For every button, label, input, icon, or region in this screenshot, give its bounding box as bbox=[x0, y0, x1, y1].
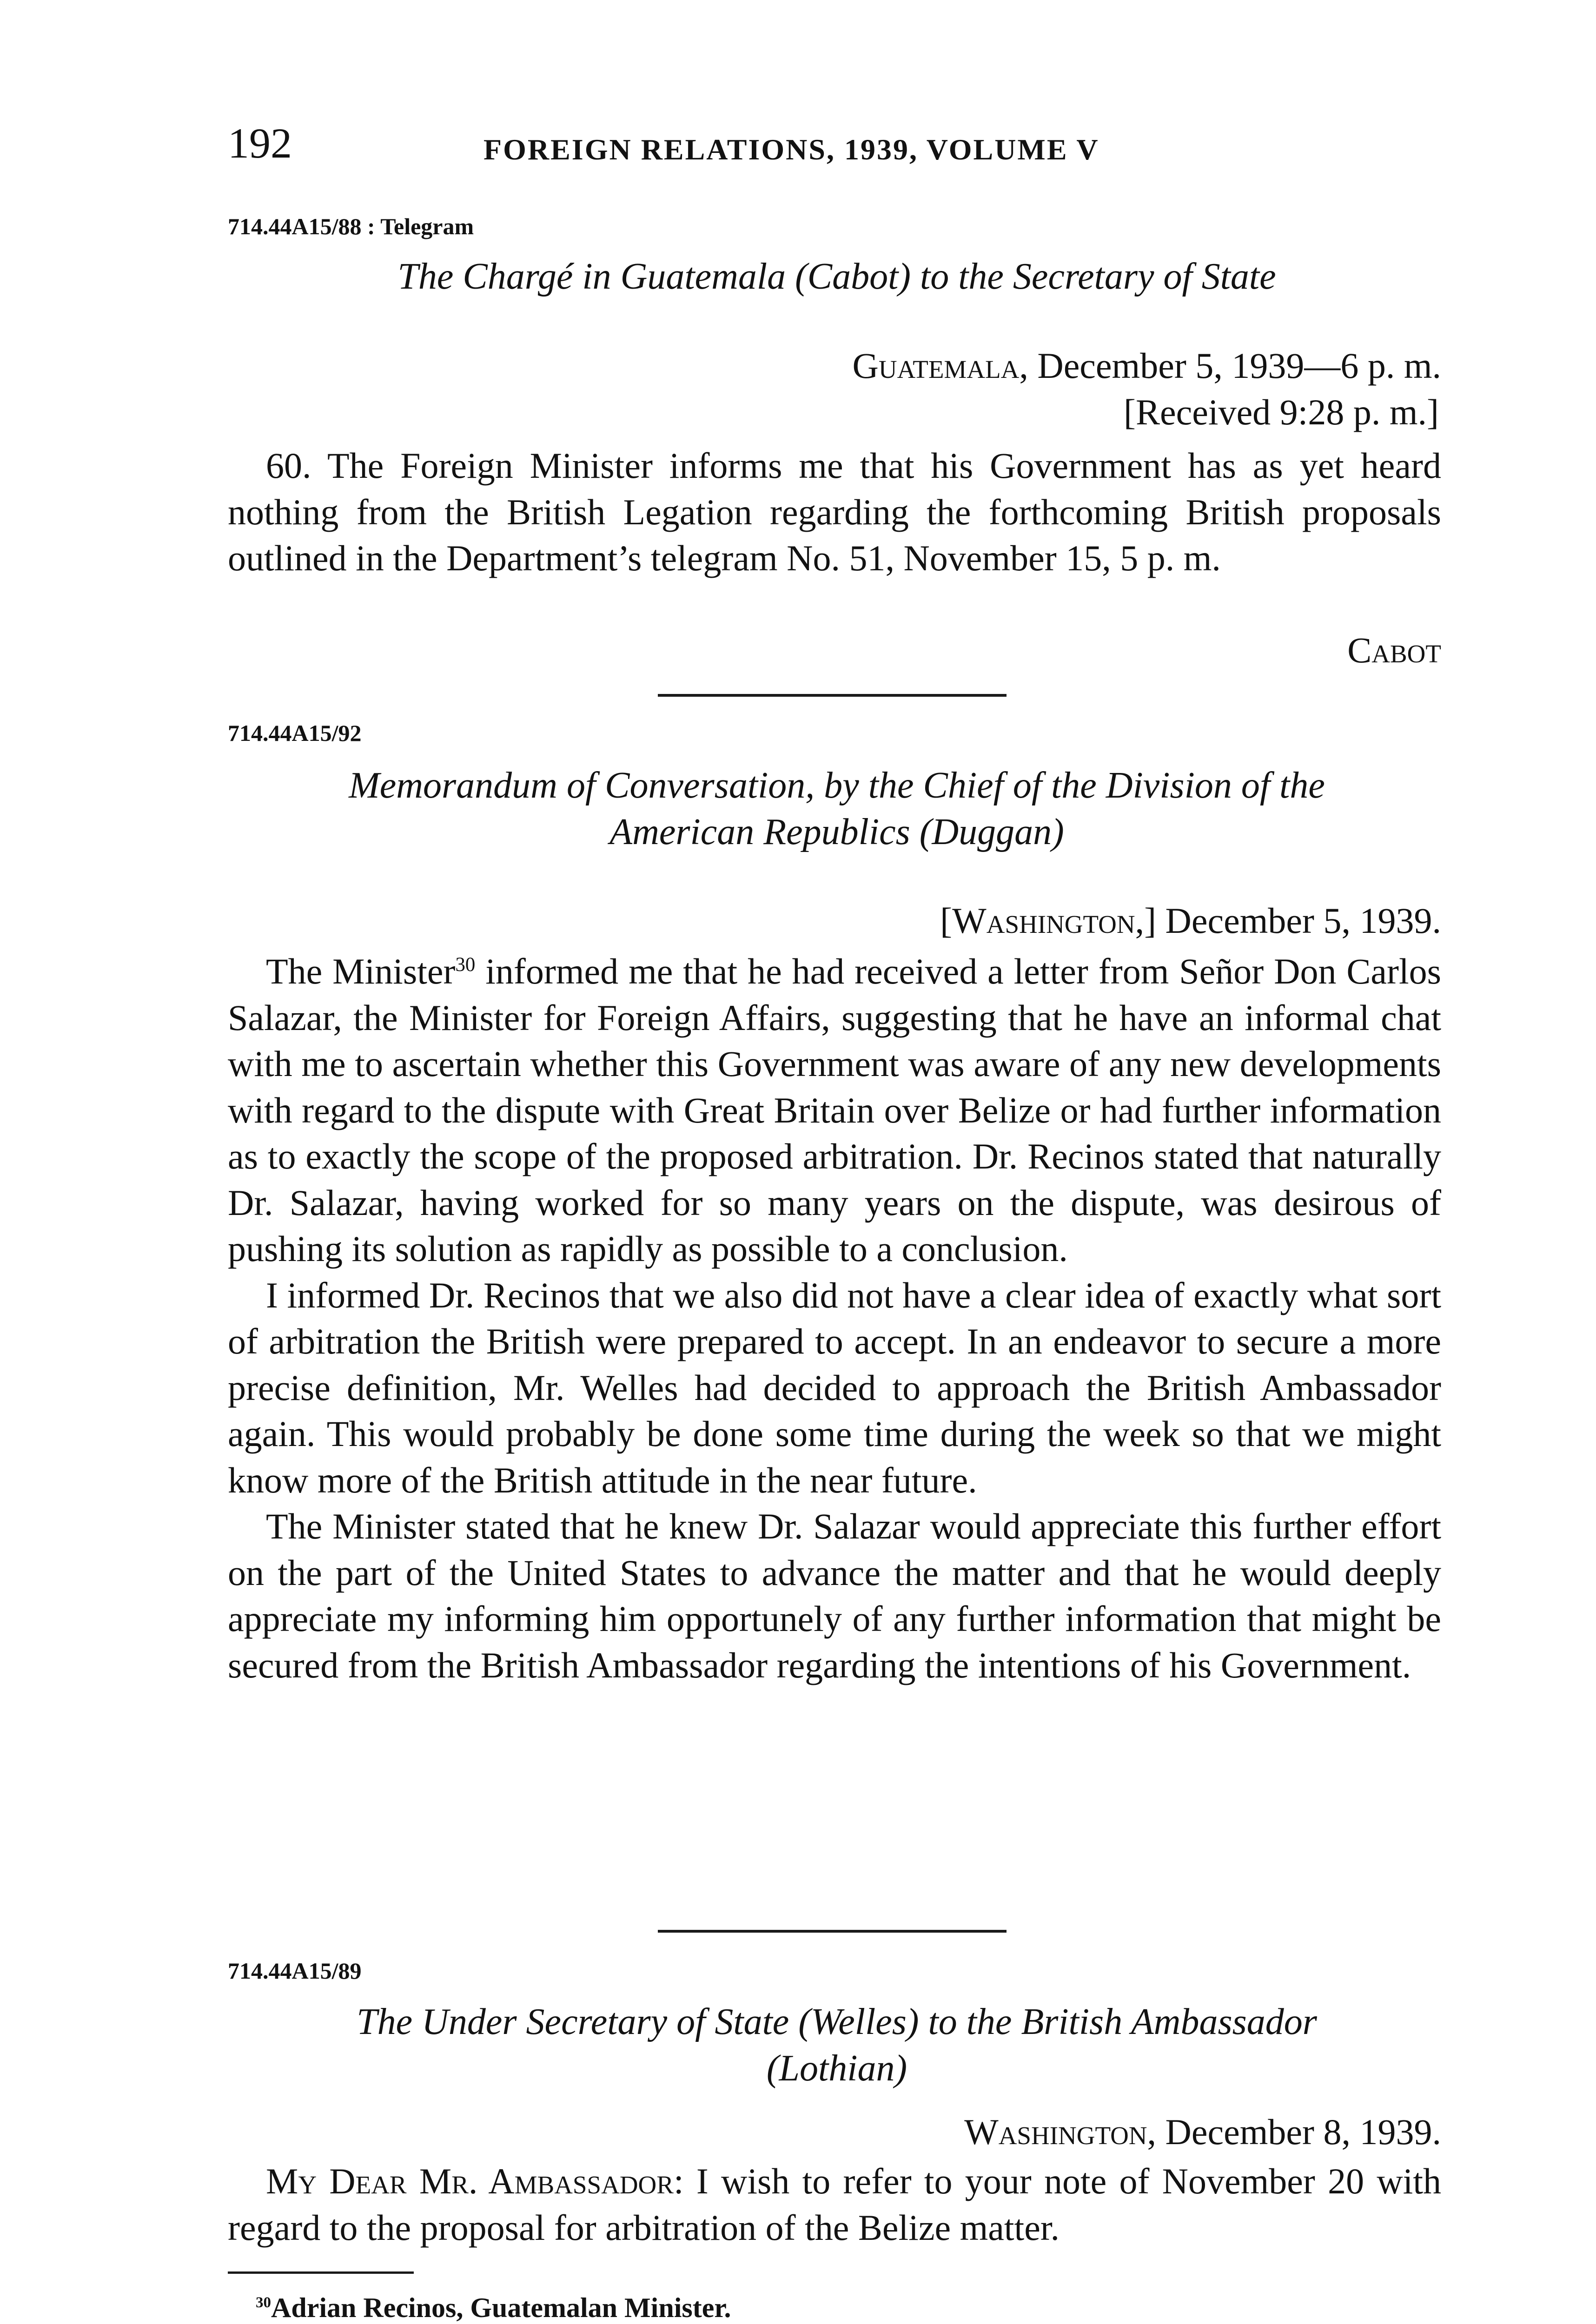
doc1-heading: The Chargé in Guatemala (Cabot) to the Secretary of State bbox=[397, 256, 1276, 297]
doc2-paragraph-3: The Minister stated that he knew Dr. Salazar would appreciate this further effort on the part of the United States to advance the matter and that he would deeply appreciate my informing him opportunely of any further information that might be secured from the British Ambassador regarding the intentions of his Government. bbox=[228, 1506, 1441, 1685]
footnote-text: Adrian Recinos, Guatemalan Minister. bbox=[271, 2292, 731, 2323]
doc2-file-reference: 714.44A15/92 bbox=[228, 720, 362, 746]
doc2-dateline-bracket: [ bbox=[940, 900, 953, 941]
doc1-dateline bbox=[558, 345, 1441, 386]
footnote-reference: 30 bbox=[455, 954, 476, 976]
doc2-dateline-date: ,] December 5, 1939. bbox=[1135, 900, 1441, 941]
doc1-file-reference: 714.44A15/88 : Telegram bbox=[228, 213, 474, 239]
doc3-dateline-date: , December 8, 1939. bbox=[1147, 2112, 1441, 2152]
running-title: FOREIGN RELATIONS, 1939, VOLUME V bbox=[483, 133, 1099, 166]
doc3-paragraph bbox=[228, 2158, 1441, 2251]
footnote-divider bbox=[228, 2271, 414, 2274]
section-divider bbox=[658, 1930, 1007, 1933]
doc2-paragraph-2: I informed Dr. Recinos that we also did not have a clear idea of exactly what sort of arbitration the British were prepared to accept. In an endeavor to secure a more precise definition, Mr. Welles had decided to approach the British Ambassador again. This would probably be done some time during the week so that we might know more of the British attitude in the near future. bbox=[228, 1274, 1441, 1500]
doc1-dateline-place: Guatemala bbox=[852, 345, 1020, 386]
doc1-signature: Cabot bbox=[1347, 630, 1441, 670]
doc2-heading bbox=[228, 762, 1446, 855]
doc1-received: [Received 9:28 p. m.] bbox=[1124, 392, 1439, 432]
doc2-paragraph-1-rest: informed me that he had received a letter from Señor Don Carlos Salazar, the Minister for Foreign Affairs, suggesting that he have an informal chat with me to ascertain whether this Government was aware of any new developments with regard to the dispute with Great Britain over Belize or had further information as to exactly the scope of the proposed arbitration. Dr. Recinos stated that naturally Dr. Salazar, having worked for so many years on the dispute, was desirous of pushing its solution as rapidly as possible to a conclusion. bbox=[228, 951, 1441, 1269]
doc1-body-text: 60. The Foreign Minister informs me that his Government has as yet heard nothing from the British Legation regarding the forthcoming British proposals outlined in the Department’s telegram No. 51, November 15, 5 p. m. bbox=[228, 445, 1441, 578]
doc3-body-text: : I wish to refer to your note of November 20 with regard to the proposal for arbitration of the Belize matter. bbox=[228, 2161, 1441, 2248]
doc3-file-reference: 714.44A15/89 bbox=[228, 1958, 362, 1984]
doc2-heading-line2: American Republics (Duggan) bbox=[609, 812, 1064, 852]
doc3-dateline-place: Washington bbox=[964, 2112, 1147, 2152]
doc3-salutation: My Dear Mr. Ambassador bbox=[266, 2161, 674, 2201]
doc1-body bbox=[228, 442, 1441, 581]
doc1-dateline-date: , December 5, 1939—6 p. m. bbox=[1019, 345, 1441, 386]
doc2-dateline bbox=[558, 900, 1441, 941]
doc2-heading-line1: Memorandum of Conversation, by the Chief of the Division of the bbox=[349, 765, 1325, 806]
page-number: 192 bbox=[228, 119, 292, 167]
footnote-mark: 30 bbox=[256, 2294, 271, 2311]
section-divider bbox=[658, 694, 1007, 697]
doc2-dateline-place: Washington bbox=[952, 900, 1135, 941]
doc3-dateline bbox=[558, 2114, 1441, 2150]
doc3-heading bbox=[228, 1999, 1446, 2092]
doc2-paragraph-1-start: The Minister bbox=[266, 951, 456, 991]
doc3-heading-line1: The Under Secretary of State (Welles) to the British Ambassador bbox=[357, 2001, 1317, 2042]
doc3-body bbox=[228, 2158, 1441, 2251]
footnote bbox=[256, 2294, 731, 2322]
doc2-paragraph-1 bbox=[228, 948, 1441, 1272]
doc3-heading-line2: (Lothian) bbox=[766, 2048, 907, 2089]
doc2-body bbox=[228, 948, 1441, 1688]
